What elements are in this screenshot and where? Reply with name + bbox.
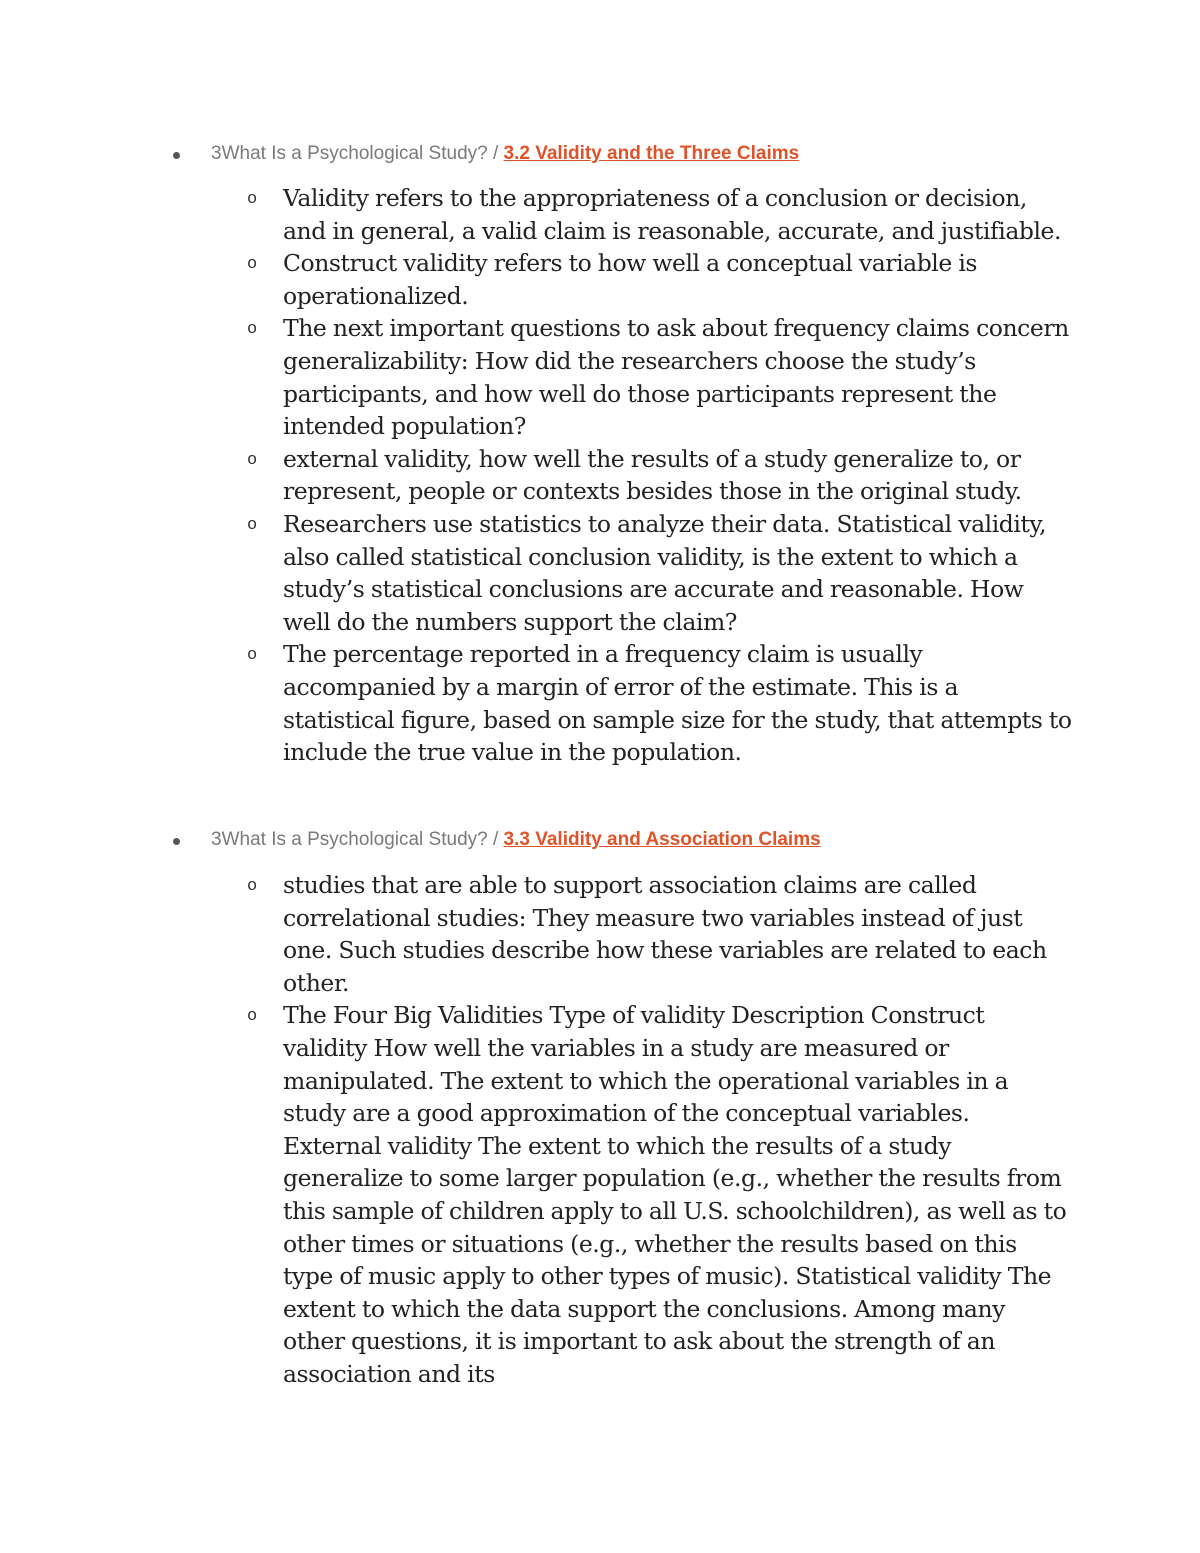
circle-bullet-icon: o [247,515,258,535]
breadcrumb-text [211,140,799,168]
circle-bullet-icon: o [247,255,258,275]
list-item-text: external validity, how well the results of a study generalize to, or represent, people or contexts besides those in the original study. [283,444,1022,506]
section-3-2 [0,140,1200,769]
sub-bullet-list [0,182,1200,769]
circle-bullet-icon: o [247,320,258,340]
list-item [0,312,1200,442]
list-item-text: The Four Big Validities Type of validity Description Construct validity How well the variables in a study are measured or manipulated. The extent to which the operational variables in a study are a good approximation of the conceptual variables. External validity The extent to which the results of a study generalize to some larger population (e.g., whether the results from this sample of children apply to all U.S. schoolchildren), as well as to other times or situations (e.g., whether the results based on this type of music apply to other types of music). Statistical validity The extent to which the data support the conclusions. Among many other questions, it is important to ask about the strength of an association and its [283,1001,1067,1388]
breadcrumb-text [211,826,821,854]
list-item-text: The next important questions to ask about frequency claims concern generalizability: How did the researchers choose the study’s participants, and how well do those participants represent the intended population? [283,314,1069,441]
list-item [0,443,1200,508]
list-item [0,247,1200,312]
list-item-text: studies that are able to support association claims are called correlational studies: They measure two variables instead of just one. Such studies describe how these variables are related to each other. [283,871,1047,997]
section-link[interactable]: 3.2 Validity and the Three Claims [503,143,800,164]
breadcrumb [0,826,1200,854]
list-item-text: Researchers use statistics to analyze their data. Statistical validity, also called statistical conclusion validity, is the extent to which a study’s statistical conclusions are accurate and reasonable. How well do the numbers support the claim? [283,509,1047,636]
breadcrumb [0,140,1200,168]
breadcrumb-prefix: 3What Is a Psychological Study? / [211,143,504,164]
circle-bullet-icon: o [247,190,258,209]
bullet-dot [173,152,180,159]
list-item-text: Validity refers to the appropriateness of a conclusion or decision, and in general, a valid claim is reasonable, accurate, and justifiable. [283,184,1062,245]
list-item [0,638,1200,768]
list-item [0,869,1200,999]
list-item-text: The percentage reported in a frequency claim is usually accompanied by a margin of error of the estimate. This is a statistical figure, based on sample size for the study, that attempts to include the true value in the population. [283,640,1072,767]
bullet-dot [173,838,180,845]
list-item [0,999,1200,1390]
list-item [0,182,1200,247]
list-item [0,508,1200,638]
section-link[interactable]: 3.3 Validity and Association Claims [503,829,821,850]
circle-bullet-icon: o [247,877,258,896]
sub-bullet-list [0,869,1200,1391]
section-3-3 [0,826,1200,1391]
circle-bullet-icon: o [247,450,258,470]
list-item-text: Construct validity refers to how well a conceptual variable is operationalized. [283,249,978,310]
circle-bullet-icon: o [247,1007,258,1027]
breadcrumb-prefix: 3What Is a Psychological Study? / [211,829,504,850]
circle-bullet-icon: o [247,646,258,666]
